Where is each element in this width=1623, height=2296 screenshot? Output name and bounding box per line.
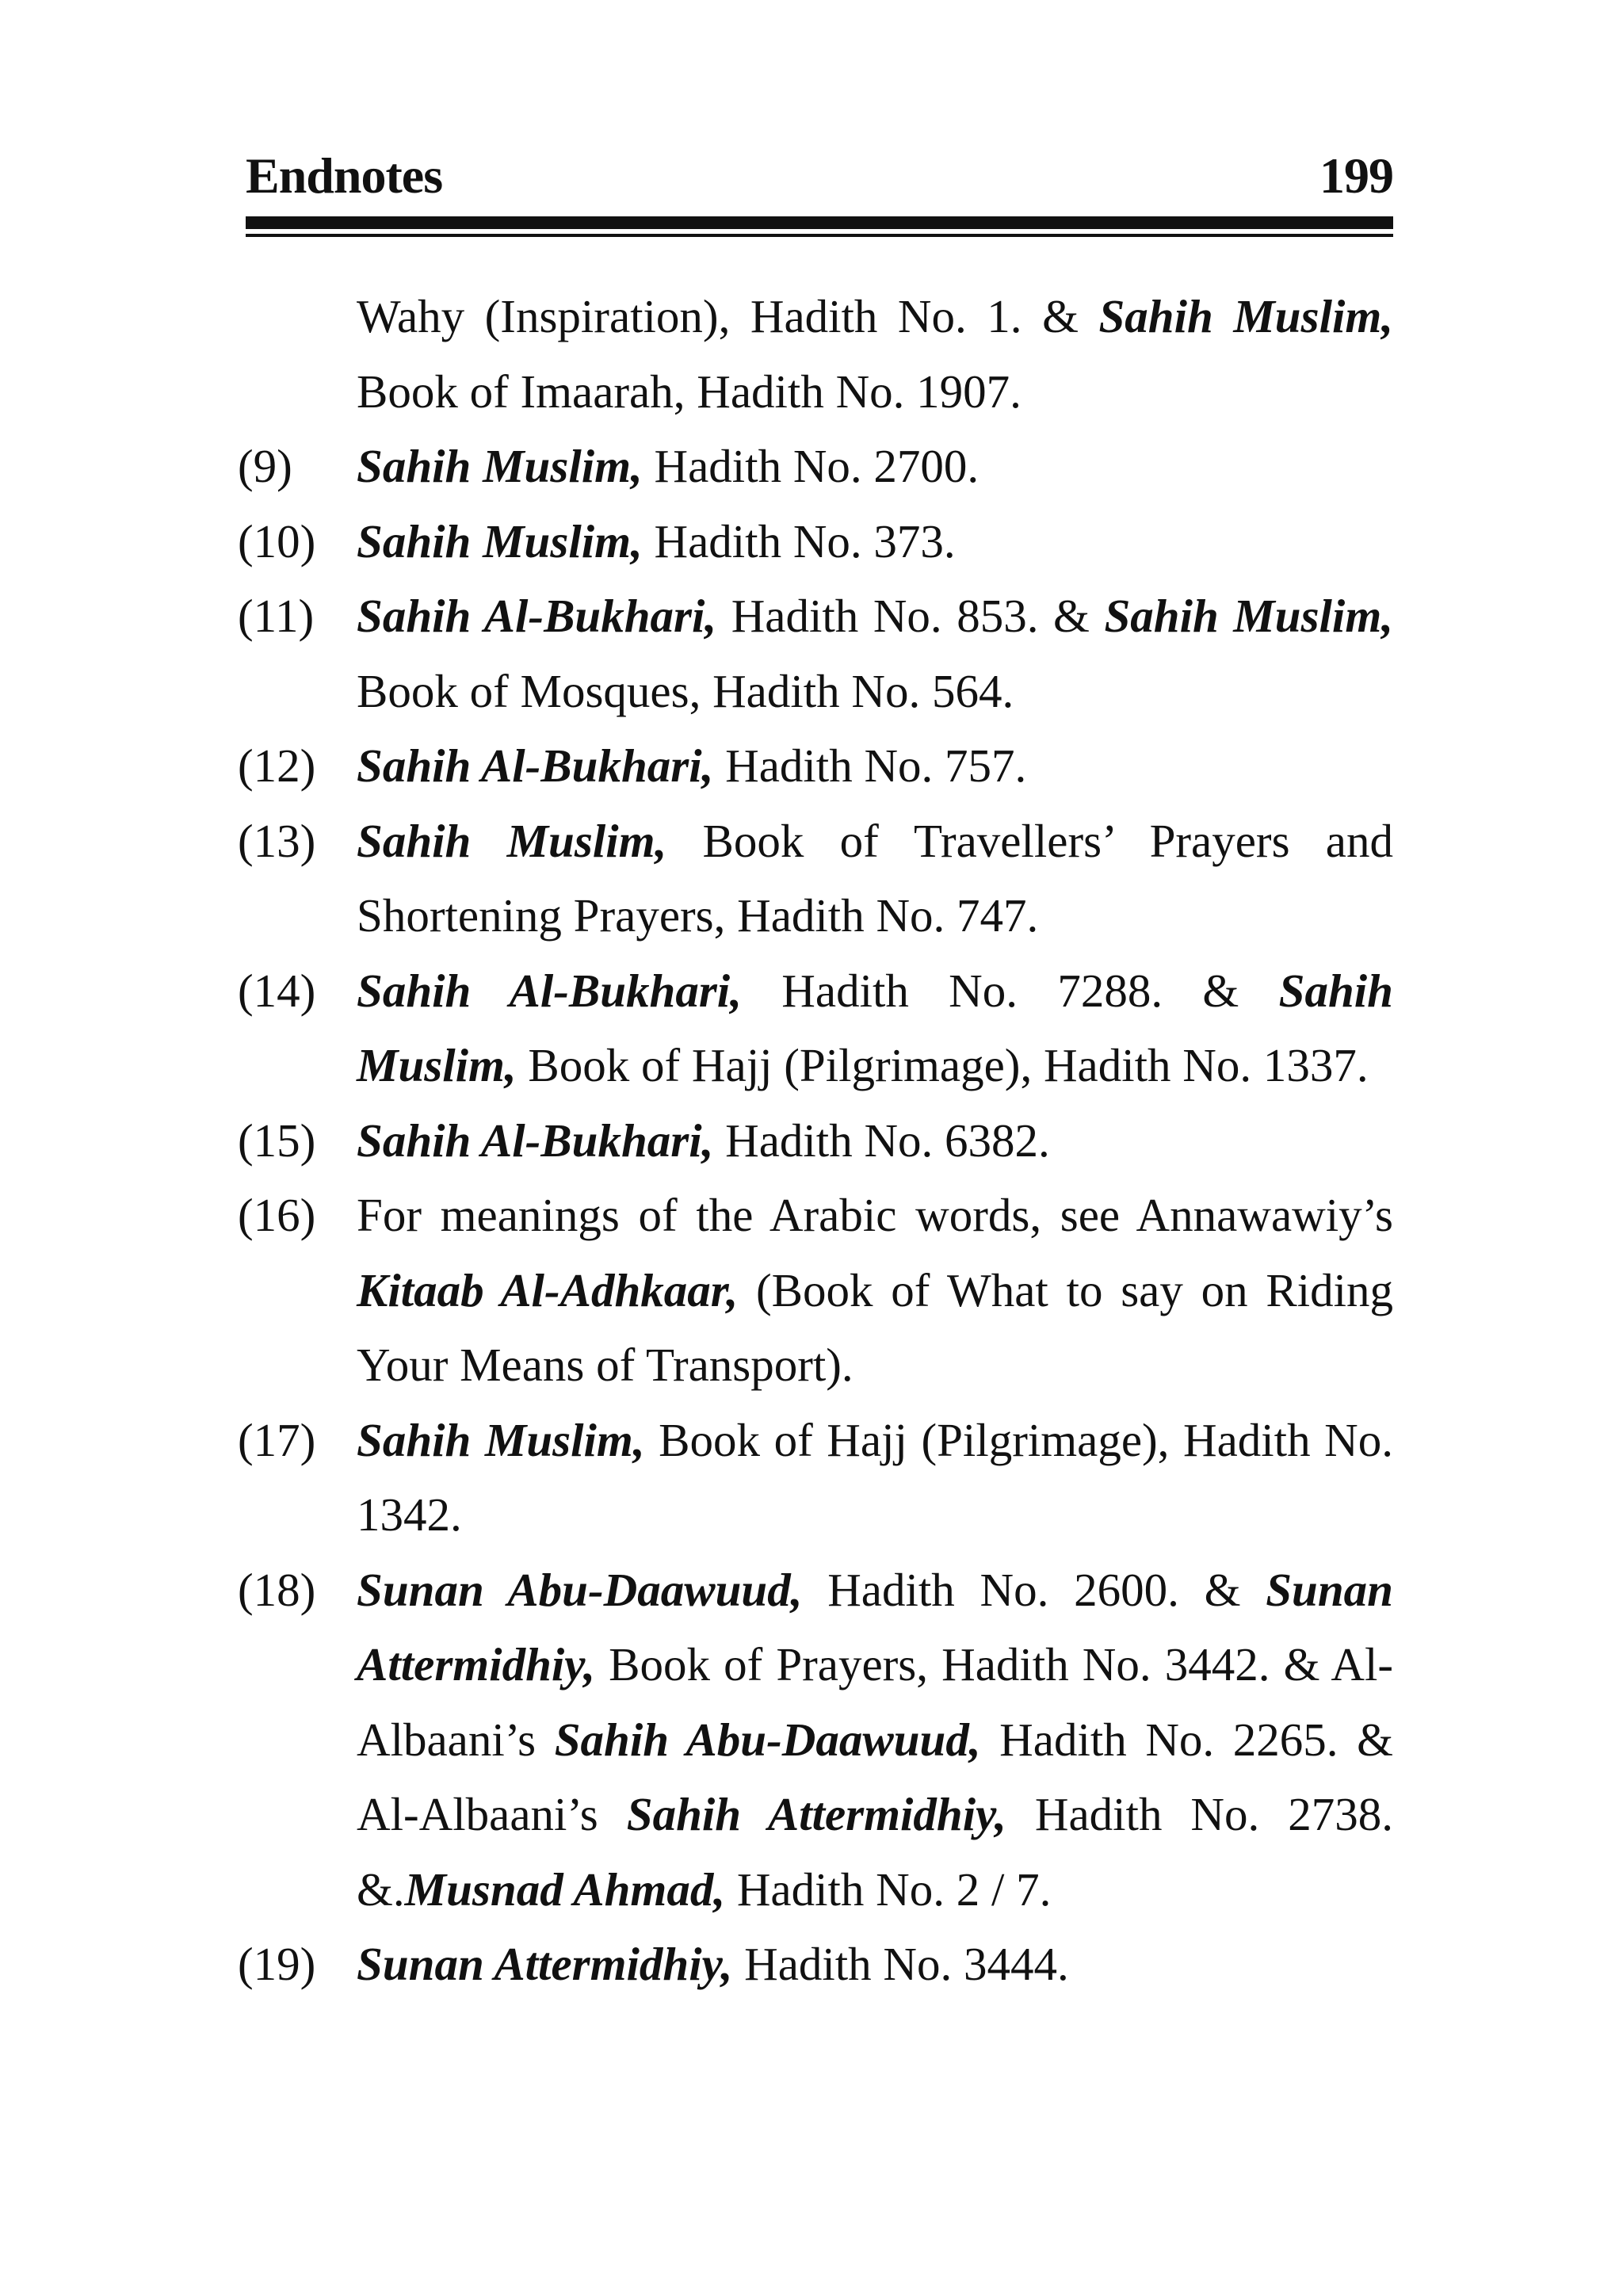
endnote-text [357, 579, 1393, 728]
endnote-number: (14) [238, 964, 316, 1017]
endnote-item [238, 279, 1393, 429]
citation-text: Wahy (Inspiration), Hadith No. 1. & [357, 290, 1099, 342]
source-title: Sahih Muslim, [1104, 590, 1393, 642]
source-title: Sahih Muslim, [357, 1413, 645, 1466]
citation-text: Hadith No. 2738. &. [357, 1788, 1393, 1916]
source-title: Sahih Al-Bukhari, [357, 964, 742, 1017]
source-title: Sunan Attermidhiy, [357, 1563, 1393, 1690]
endnote-text [357, 429, 1393, 504]
endnote-number: (18) [238, 1563, 316, 1616]
endnotes-list [238, 279, 1393, 2002]
citation-text: Book of Travellers’ Prayers and Shortening Prayers, Hadith No. 747. [357, 814, 1393, 942]
endnote-number: (9) [238, 440, 292, 492]
source-title: Sahih Al-Bukhari, [357, 590, 717, 642]
citation-text: Hadith No. 2600. & [802, 1563, 1266, 1616]
page-header [246, 147, 1393, 218]
endnote-number: (16) [238, 1189, 316, 1241]
endnote-item [238, 1927, 1393, 2002]
endnote-item [238, 804, 1393, 953]
source-title: Musnad Ahmad, [404, 1862, 726, 1916]
citation-text: Hadith No. 3444. [732, 1938, 1069, 1990]
citation-text: Hadith No. 2700. [642, 440, 980, 492]
citation-text: For meanings of the Arabic words, see Annawawiy’s [357, 1189, 1393, 1241]
endnote-item [238, 728, 1393, 804]
endnote-number: (19) [238, 1938, 316, 1990]
endnote-number: (12) [238, 739, 316, 792]
source-title: Sahih Muslim, [357, 440, 643, 492]
endnote-text [357, 1403, 1393, 1553]
endnote-text [357, 804, 1393, 953]
citation-text: Hadith No. 7288. & [741, 964, 1279, 1017]
endnote-text [357, 279, 1393, 429]
endnote-item [238, 1103, 1393, 1179]
citation-text: (Book of What to say on Riding Your Means of Transport). [357, 1263, 1393, 1391]
source-title: Sahih Al-Bukhari, [357, 739, 714, 792]
citation-text: Hadith No. 6382. [713, 1114, 1050, 1167]
endnote-number: (17) [238, 1413, 316, 1466]
endnote-text [357, 953, 1393, 1103]
endnote-item [238, 429, 1393, 504]
endnote-item [238, 1178, 1393, 1403]
endnote-text [357, 1927, 1393, 2002]
header-rule-thick [246, 216, 1393, 229]
citation-text: Book of Imaarah, Hadith No. 1907. [357, 365, 1022, 418]
endnote-text [357, 1553, 1393, 1927]
citation-text: Book of Hajj (Pilgrimage), Hadith No. 1337. [516, 1039, 1369, 1091]
endnote-item [238, 579, 1393, 728]
page-number: 199 [1319, 147, 1393, 204]
citation-text: Hadith No. 757. [713, 739, 1027, 792]
endnote-number: (13) [238, 814, 316, 867]
endnote-text [357, 1103, 1393, 1179]
source-title: Sunan Abu-Daawuud, [357, 1563, 803, 1616]
citation-text: Hadith No. 373. [642, 514, 956, 567]
citation-text: Book of Hajj (Pilgrimage), Hadith No. 1342. [357, 1413, 1393, 1541]
source-title: Kitaab Al-Adhkaar, [357, 1263, 739, 1316]
endnote-text [357, 728, 1393, 804]
endnote-item [238, 1553, 1393, 1927]
endnote-item [238, 953, 1393, 1103]
source-title: Sunan Attermidhiy, [357, 1938, 733, 1990]
source-title: Sahih Al-Bukhari, [357, 1114, 714, 1167]
endnote-number: (10) [238, 514, 316, 567]
header-rule-thin [246, 234, 1393, 237]
source-title: Sahih Muslim, [1098, 290, 1393, 342]
citation-text: Hadith No. 2 / 7. [725, 1862, 1052, 1916]
source-title: Sahih Muslim, [357, 514, 643, 567]
citation-text: Hadith No. 853. & [716, 590, 1105, 642]
endnote-item [238, 504, 1393, 579]
citation-text: Hadith No. 2265. & Al-Albaani’s [357, 1713, 1393, 1840]
citation-text: Book of Mosques, Hadith No. 564. [357, 664, 1014, 717]
source-title: Sahih Muslim, [357, 814, 667, 867]
running-title: Endnotes [246, 147, 443, 204]
citation-text: Book of Prayers, Hadith No. 3442. & Al-Albaani’s [357, 1638, 1393, 1766]
source-title: Sahih Muslim, [357, 964, 1393, 1091]
source-title: Sahih Abu-Daawuud, [554, 1713, 981, 1766]
endnote-number: (15) [238, 1114, 316, 1167]
endnote-number: (11) [238, 590, 315, 642]
endnote-text [357, 1178, 1393, 1403]
endnote-item [238, 1403, 1393, 1553]
endnote-text [357, 504, 1393, 579]
source-title: Sahih Attermidhiy, [626, 1788, 1006, 1840]
